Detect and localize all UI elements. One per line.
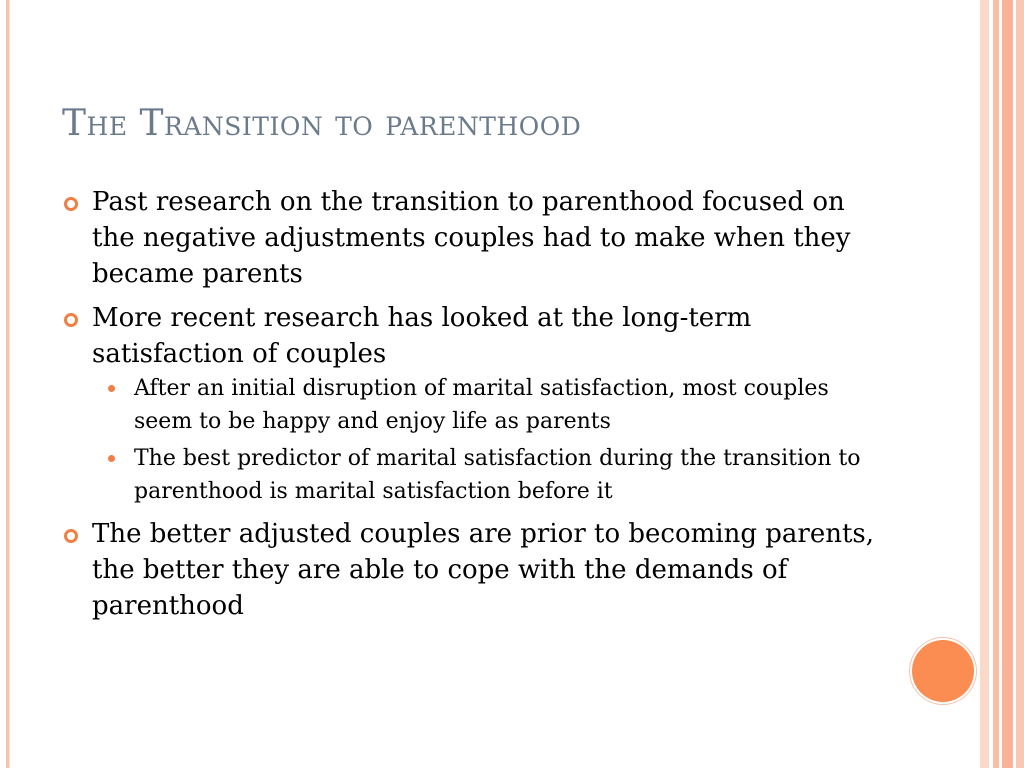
ring-bullet-icon	[64, 197, 78, 211]
decorative-circle	[912, 640, 974, 702]
dot-bullet-icon	[108, 455, 115, 462]
bullet-item	[62, 516, 882, 624]
sub-bullet-item	[92, 372, 882, 438]
bullet-text: More recent research has looked at the long-term satisfaction of couples	[92, 303, 752, 369]
bullet-text: Past research on the transition to parenthood focused on the negative adjustments couples had to make when they became parents	[92, 187, 851, 289]
slide-content	[62, 184, 882, 632]
bullet-item	[62, 184, 882, 292]
sub-bullet-text: After an initial disruption of marital satisfaction, most couples seem to be happy and enjoy life as parents	[134, 376, 829, 434]
bullet-text: The better adjusted couples are prior to becoming parents, the better they are able to cope with the demands of parenthood	[92, 519, 875, 621]
left-border-inner	[9, 0, 10, 768]
ring-bullet-icon	[64, 313, 78, 327]
sub-bullet-text: The best predictor of marital satisfaction during the transition to parenthood is marital satisfaction before it	[134, 446, 861, 504]
right-stripe	[1002, 0, 1013, 768]
sub-bullet-list	[92, 372, 882, 508]
right-stripe	[1016, 0, 1024, 768]
ring-bullet-icon	[64, 529, 78, 543]
right-stripe	[980, 0, 989, 768]
bullet-list	[62, 184, 882, 624]
bullet-item	[62, 300, 882, 508]
sub-bullet-item	[92, 442, 882, 508]
dot-bullet-icon	[108, 385, 115, 392]
slide-title: The Transition to parenthood	[62, 103, 582, 144]
